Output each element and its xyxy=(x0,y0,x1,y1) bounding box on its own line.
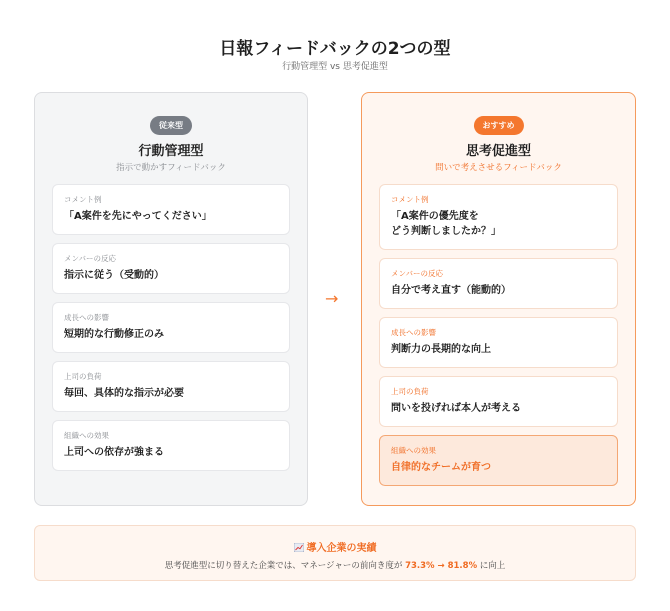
manager-load-card xyxy=(52,361,290,412)
thought-promotion-column xyxy=(361,92,636,506)
card-value: 自律的なチームが育つ xyxy=(391,462,491,473)
page-title: 日報フィードバックの2つの型 xyxy=(219,39,451,59)
results-title-text: 導入企業の実績 xyxy=(306,543,377,554)
card-label: 成長への影響 xyxy=(391,328,436,337)
card-value: 短期的な行動修正のみ xyxy=(64,329,164,340)
card-value: 問いを投げれば本人が考える xyxy=(391,403,521,414)
card-value: 「A案件の優先度を どう判断しましたか？」 xyxy=(391,211,501,237)
comment-example-card xyxy=(52,184,290,235)
comment-example-card xyxy=(379,184,618,250)
growth-impact-card xyxy=(379,317,618,368)
card-label: 成長への影響 xyxy=(64,313,109,322)
results-title xyxy=(35,539,635,554)
manager-load-card xyxy=(379,376,618,427)
card-label: メンバーの反応 xyxy=(391,269,443,278)
growth-impact-card xyxy=(52,302,290,353)
card-value: 指示に従う（受動的） xyxy=(64,270,164,281)
results-text-after: に向上 xyxy=(477,561,506,571)
right-arrow-icon: → xyxy=(325,289,339,308)
member-reaction-card xyxy=(379,258,618,309)
card-label: 組織への効果 xyxy=(391,446,436,455)
traditional-badge: 従来型 xyxy=(150,116,192,135)
card-label: 上司の負荷 xyxy=(391,387,429,396)
member-reaction-card xyxy=(52,243,290,294)
organization-effect-card xyxy=(379,435,618,486)
column-subtitle: 問いで考えさせるフィードバック xyxy=(435,163,562,173)
results-highlight: 73.3% → 81.8% xyxy=(405,561,478,571)
card-label: 上司の負荷 xyxy=(64,372,102,381)
column-title: 行動管理型 xyxy=(138,144,204,159)
card-label: 組織への効果 xyxy=(64,431,109,440)
card-value: 「A案件を先にやってください」 xyxy=(64,211,212,222)
results-text-before: 思考促進型に切り替えた企業では、マネージャーの前向き度が xyxy=(164,561,406,571)
card-label: コメント例 xyxy=(391,195,429,204)
results-description xyxy=(35,559,635,571)
card-label: メンバーの反応 xyxy=(64,254,116,263)
card-value: 上司への依存が強まる xyxy=(64,447,164,458)
column-subtitle: 指示で動かすフィードバック xyxy=(116,163,226,173)
organization-effect-card xyxy=(52,420,290,471)
card-value: 自分で考え直す（能動的） xyxy=(391,285,511,296)
card-value: 毎回、具体的な指示が必要 xyxy=(64,388,184,399)
card-label: コメント例 xyxy=(64,195,102,204)
card-value: 判断力の長期的な向上 xyxy=(391,344,491,355)
column-title: 思考促進型 xyxy=(465,144,531,159)
behavior-management-column xyxy=(34,92,308,506)
page-subtitle: 行動管理型 vs 思考促進型 xyxy=(282,62,388,72)
results-banner xyxy=(34,525,636,581)
bar-chart-icon xyxy=(294,543,304,552)
recommended-badge: おすすめ xyxy=(473,116,523,135)
